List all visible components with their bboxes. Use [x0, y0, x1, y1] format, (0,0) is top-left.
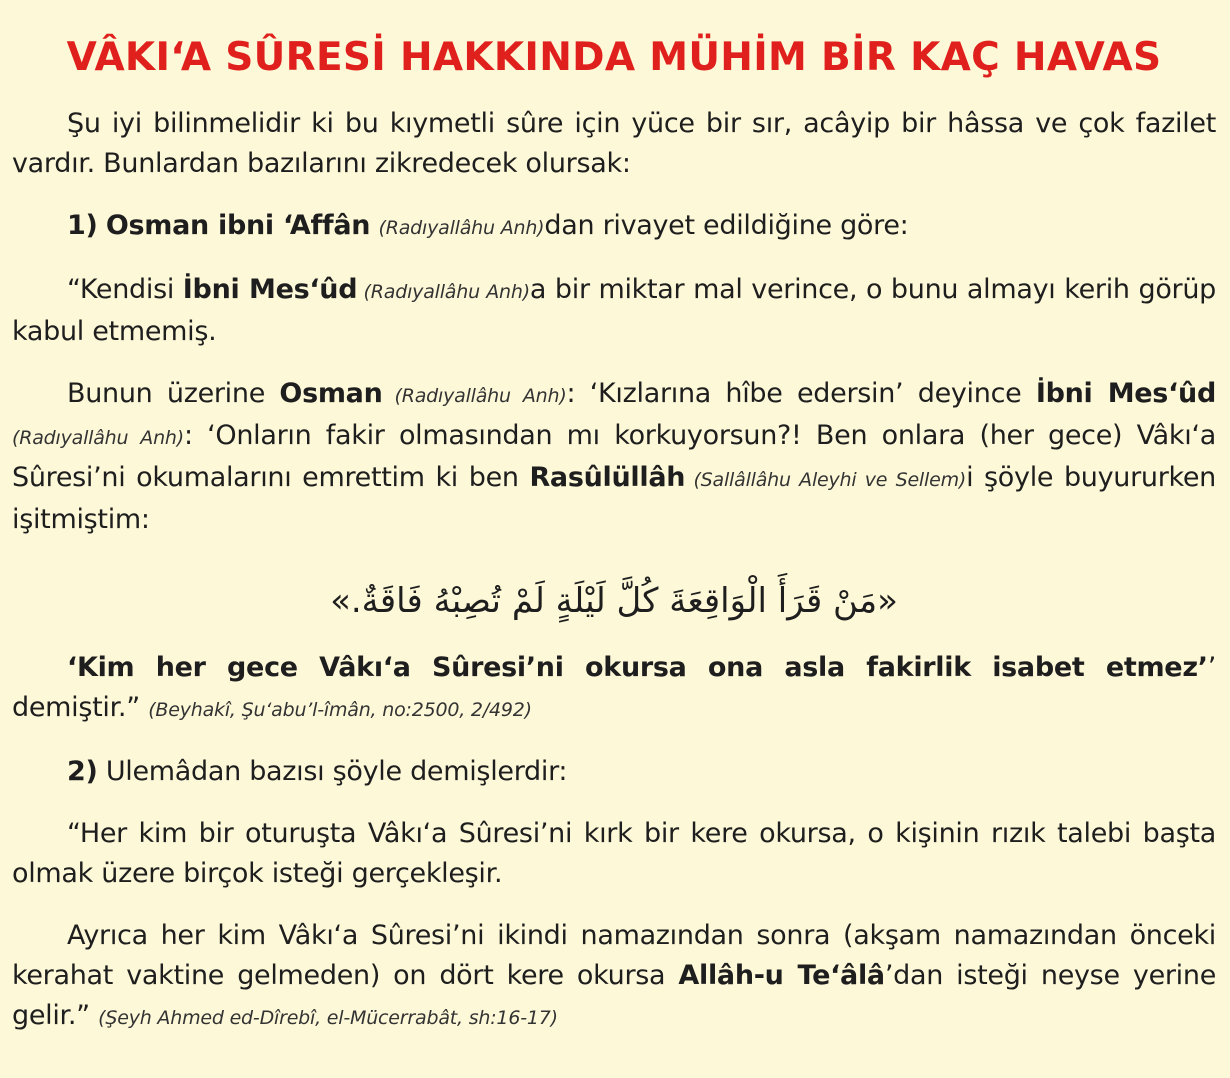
- arabic-hadith: [12, 576, 1216, 626]
- paragraph-text: : ‘Kızlarına hîbe edersin’ deyince: [566, 378, 1036, 409]
- paragraph-text: Bunun üzerine: [67, 378, 280, 409]
- honorific: (Radıyallâhu Anh): [12, 427, 184, 449]
- paragraph-text: : ‘Onların fakir olmasından mı korkuyorsun?! Ben onlara (her gece) Vâkı‘a Sûresi’ni okumalarını emrettim ki ben: [12, 420, 1216, 493]
- source-citation: (Şeyh Ahmed ed-Dîrebî, el-Mücerrabât, sh:16-17): [98, 1007, 558, 1029]
- source-citation: (Beyhakî, Şu‘abu’l-îmân, no:2500, 2/492): [148, 699, 532, 721]
- person-name-ibni-mesud: İbni Mes‘ûd: [1035, 378, 1216, 409]
- honorific: (Radıyallâhu Anh): [382, 385, 567, 407]
- person-name-osman: Osman ibni ‘Affân: [105, 210, 371, 241]
- person-name-ibni-mesud: İbni Mes‘ûd: [182, 274, 358, 305]
- paragraph-4: [12, 648, 1216, 730]
- hadith-translation: ‘Kim her gece Vâkı‘a Sûresi’ni okursa ona asla fakirlik isabet etmez’: [67, 652, 1208, 683]
- paragraph-1: [12, 206, 1216, 248]
- intro-text: Şu iyi bilinmelidir ki bu kıymetli sûre için yüce bir sır, acâyip bir hâssa ve çok fazilet vardır. Bunlardan bazılarını zikredecek olursak:: [12, 108, 1216, 179]
- allah-name: Allâh-u Te‘âlâ: [678, 960, 885, 991]
- item-number-1: 1): [67, 210, 98, 241]
- paragraph-3: [12, 374, 1216, 540]
- paragraph-text: ’ demiştir.”: [12, 652, 1216, 723]
- paragraph-text: ’dan isteği neyse yerine gelir.”: [12, 960, 1216, 1031]
- paragraph-text: “Her kim bir oturuşta Vâkı‘a Sûresi’ni kırk bir kere okursa, o kişinin rızık talebi başta olmak üzere birçok isteği gerçekleşir.: [12, 818, 1216, 889]
- paragraph-text: a bir miktar mal verince, o bunu almayı kerih görüp kabul etmemiş.: [12, 274, 1216, 347]
- intro-paragraph: [12, 104, 1216, 184]
- page-title: VÂKI‘A SÛRESİ HAKKINDA MÜHİM BİR KAÇ HAVAS: [66, 35, 1162, 80]
- paragraph-5: [12, 752, 1216, 792]
- paragraph-text: dan rivayet edildiğine göre:: [544, 210, 909, 241]
- honorific: (Sallâllâhu Aleyhi ve Sellem): [685, 469, 967, 491]
- paragraph-text: “Kendisi: [67, 274, 183, 305]
- paragraph-text: Ulemâdan bazısı şöyle demişlerdir:: [97, 756, 568, 787]
- paragraph-2: [12, 270, 1216, 352]
- honorific: (Radıyallâhu Anh): [357, 281, 530, 303]
- person-name-osman: Osman: [279, 378, 383, 409]
- arabic-text: «مَنْ قَرَأَ الْوَاقِعَةَ كُلَّ لَيْلَةٍ لَمْ تُصِبْهُ فَاقَةٌ.»: [330, 581, 898, 621]
- paragraph-6: [12, 814, 1216, 894]
- item-number-2: 2): [67, 756, 98, 787]
- paragraph-7: [12, 916, 1216, 1038]
- person-name-rasulullah: Rasûlüllâh: [529, 462, 686, 493]
- honorific: (Radıyallâhu Anh): [378, 217, 545, 239]
- paragraph-text: Ayrıca her kim Vâkı‘a Sûresi’ni ikindi namazından sonra (akşam namazından önceki kerahat vaktine gelmeden) on dört kere okursa: [12, 920, 1216, 991]
- paragraph-text: i şöyle buyururken işitmiştim:: [12, 462, 1216, 535]
